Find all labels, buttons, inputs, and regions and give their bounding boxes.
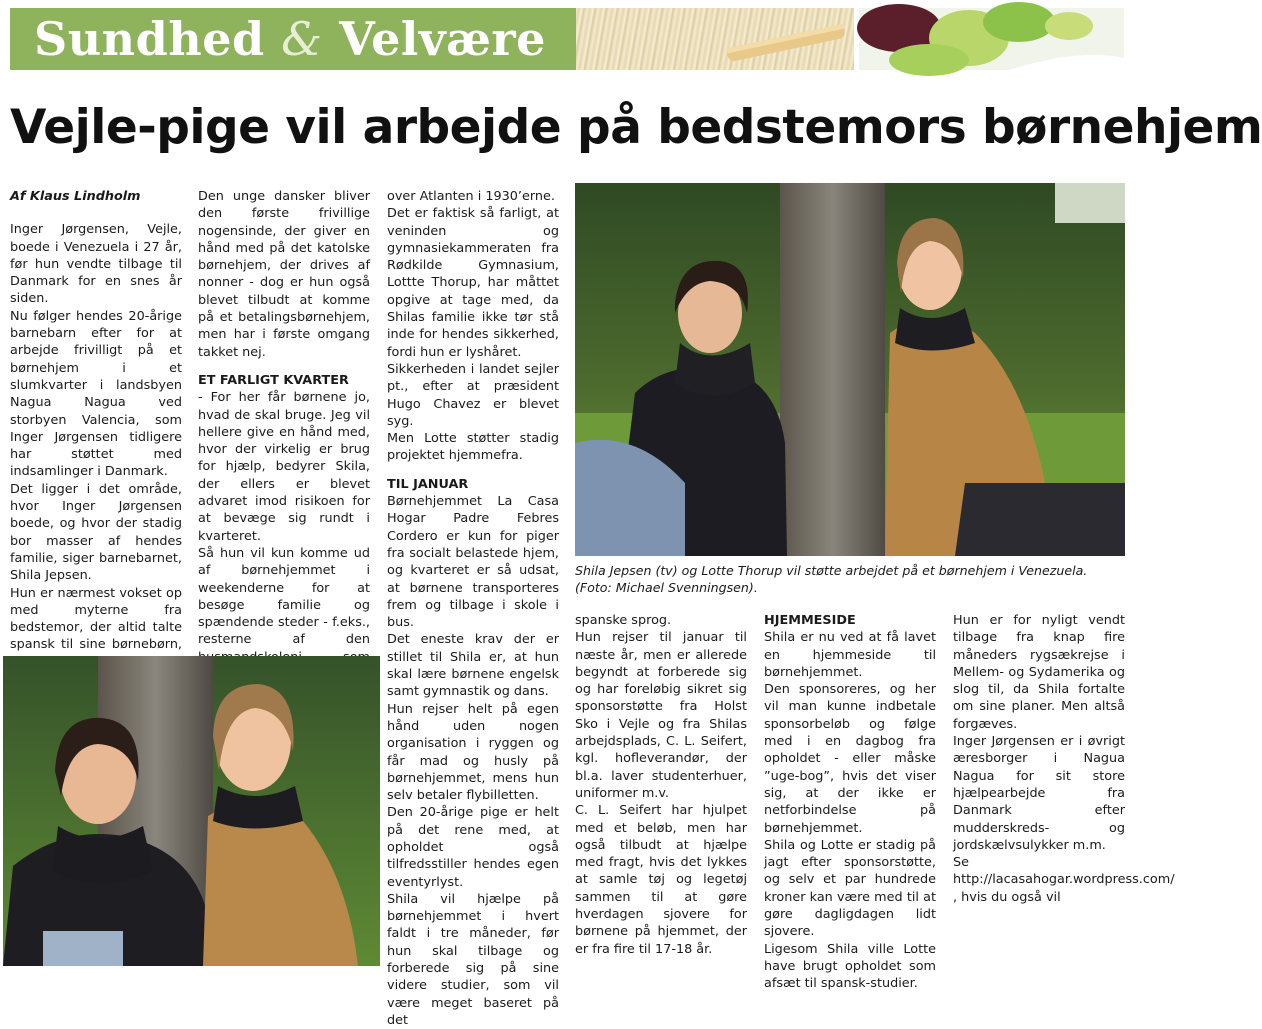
article-column-6	[953, 612, 1175, 906]
section-banner	[10, 8, 1124, 70]
paragraph: Shila og Lotte er stadig på jagt efter sponsorstøtte, og selv et par hundrede kroner kan være med til at gøre dagligdagen lidt sjovere.	[764, 837, 936, 940]
subheading: TIL JANUAR	[387, 476, 469, 492]
photo-caption: Shila Jepsen (tv) og Lotte Thorup vil støtte arbejdet på et børnehjem i Venezuela. (Foto: Michael Svenningsen).	[575, 563, 1088, 596]
article-column-2	[198, 188, 370, 701]
paragraph: Den unge dansker bliver den første frivillige nogensinde, der giver en hånd med på det katolske børnehjem, der drives af nonner - dog er hun også blevet tilbudt at komme på et betalingsbørnehjem, men har i første omgang takket nej.	[198, 189, 370, 360]
article-column-5	[764, 612, 936, 993]
paragraph: Inger Jørgensen, Vejle, boede i Venezuela i 27 år, før hun vendte tilbage til Danmark for en snes år siden.	[10, 222, 182, 307]
paragraph: Shila vil hjælpe på børnehjemmet i hvert faldt i tre måneder, før hun skal tilbage og forberede sig på sine videre studier, som vil være meget baseret på det	[387, 891, 559, 1028]
paragraph: Inger Jørgensen er i øvrigt æresborger i Nagua Nagua for sit store hjælpearbejde fra Danmark efter mudderskreds- og jordskælvsulykker m.m.	[953, 734, 1125, 853]
paragraph: Sikkerheden i landet sejler pt., efter at præsident Hugo Chavez er blevet syg.	[387, 361, 559, 429]
paragraph: spanske sprog.	[575, 613, 672, 628]
paragraph: Nu følger hendes 20-årige barnebarn efter for at arbejde frivilligt på et børnehjem i et slumkvarter i landsbyen Nagua Nagua ved storbyen Valencia, som Inger Jørgensen tidligere har støttet med indsamlinger i Danmark.	[10, 308, 182, 480]
photo-two-girls-by-tree	[575, 183, 1125, 556]
section-title	[34, 12, 546, 66]
paragraph: Det er faktisk så farligt, at veninden og gymnasiekammeraten fra Rødkilde Gymnasium, Lottte Thorup, har måttet opgive at tage med, da Shilas familie ikke tør stå inde for hendes sikkerhed, fordi hun er lyshåret.	[387, 206, 559, 360]
paragraph: Men Lotte støtter stadig projektet hjemmefra.	[387, 431, 559, 464]
paragraph: Så hun vil kun komme ud af børnehjemmet i weekenderne for at besøge familie og spændende steder - f.eks., resterne af den	[198, 545, 370, 648]
article-column-3	[387, 188, 559, 1029]
salad-illustration	[859, 8, 1124, 70]
byline: Af Klaus Lindholm	[10, 189, 141, 204]
article-headline: Vejle-pige vil arbejde på bedstemors børnehjem	[10, 100, 1262, 155]
paragraph: Shila er nu ved at få lavet en hjemmeside til børnehjemmet.	[764, 630, 936, 680]
section-title-ampersand: &	[281, 12, 323, 66]
paragraph: C. L. Seifert har hjulpet med et beløb, men har også tilbudt at hjælpe med fragt, hvis det lykkes at samle tøj og legetøj sammen til at gøre hverdagen sjovere for børnene på hjemmet, der er fra fire til 17-18 år.	[575, 803, 747, 957]
section-title-part2: Velvære	[339, 12, 546, 66]
paragraph: Hun rejser helt på egen hånd uden nogen organisation i ryggen og får mad og husly på børnehjemmet, mens hun selv betaler flybilletten.	[387, 701, 559, 804]
section-title-part1: Sundhed	[34, 12, 265, 66]
banner-salad-image	[859, 8, 1124, 70]
secondary-photo	[3, 656, 380, 966]
article-column-1	[10, 188, 182, 688]
paragraph: Ligesom Shila ville Lotte have brugt opholdet som afsæt til spansk-studier.	[764, 941, 936, 992]
banner-pasta-image	[576, 8, 854, 70]
paragraph: Den sponsoreres, og her vil man kunne indbetale sponsorbeløb og følge med i en dagbog fra opholdet - eller måske ”uge-bog”, hvis det viser sig, at der ikke er netforbindelse på børnehjemmet.	[764, 682, 936, 836]
subheading: HJEMMESIDE	[764, 613, 856, 628]
paragraph: Hun er for nyligt vendt tilbage fra knap fire måneders rygsækrejse i Mellem- og Sydamerika og slog til, da Shila fortalte om sine planer. Men altså forgæves.	[953, 613, 1125, 732]
paragraph: Børnehjemmet La Casa Hogar Padre Febres Cordero er kun for piger fra socialt belastede hjem, og kvarteret er så udsat, at børnene transporteres frem og tilbage i skole i bus.	[387, 494, 559, 631]
article-column-4	[575, 612, 747, 958]
paragraph: over Atlanten i 1930’erne.	[387, 189, 555, 204]
paragraph: Hun rejser til januar til næste år, men er allerede begyndt at forberede sig og har foreløbig sikret sig sponsorstøtte fra Holst Sko i Vejle og fra Shilas arbejdsplads, C. L. Seifert, kgl. hofleverandør, der bl.a. laver studenterhuer, uniformer m.v.	[575, 630, 747, 801]
subheading: ET FARLIGT KVARTER	[198, 372, 349, 388]
paragraph: Det eneste krav der er stillet til Shila er, at hun skal lære børnene engelsk samt gymnastik og dans.	[387, 632, 559, 700]
paragraph: Det ligger i det område, hvor Inger Jørgensen boede, og hvor der stadig bor masser af hendes familie, siger barnebarnet, Shila Jepsen.	[10, 481, 182, 584]
rolling-pin-illustration	[576, 8, 854, 70]
paragraph: Den 20-årige pige er helt på det rene med, at opholdet også tilfredsstiller hendes egen eventyrlyst.	[387, 805, 559, 890]
main-photo	[575, 183, 1125, 556]
paragraph: Hun er nærmest vokset op med myterne fra bedstemor, der altid talte spansk til sine børnebørn,	[10, 585, 182, 653]
paragraph: Se http://lacasahogar.wordpress.com/ , hvis du også vil	[953, 855, 1175, 905]
photo-two-girls-smiling	[3, 656, 380, 966]
paragraph: - For her får børnene jo, hvad de skal bruge. Jeg vil hellere give en hånd med, hvor der virkelig er brug for hjælp, bedyrer Skila, der ellers er blevet advaret imod risikoen for at bevæge sig rundt i kvarteret.	[198, 390, 370, 544]
